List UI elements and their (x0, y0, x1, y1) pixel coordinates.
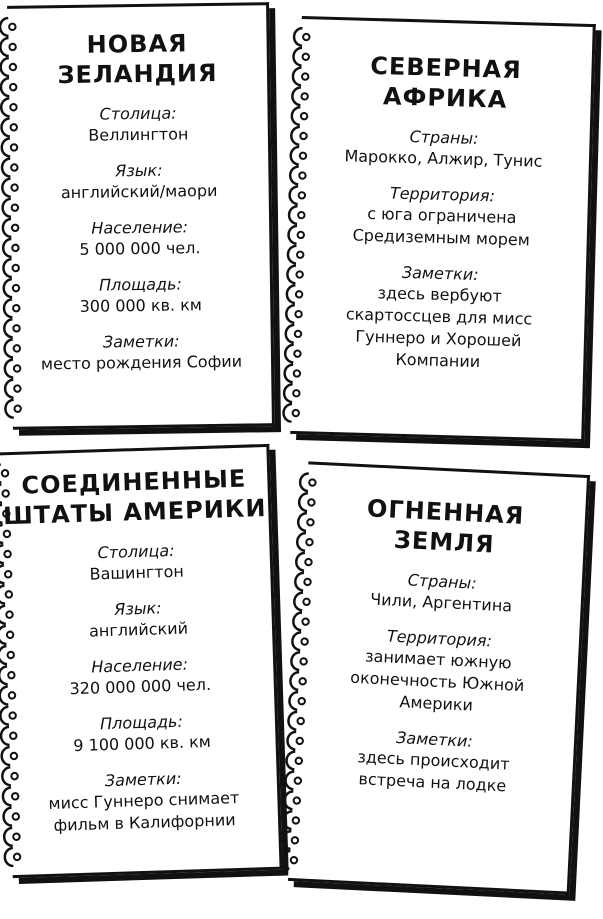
field-value-area: 300 000 кв. км (79, 295, 203, 316)
field-value-capital: Веллингтон (88, 124, 189, 145)
field-label-notes: Заметки: (104, 768, 182, 791)
field-label-countries: Страны: (407, 570, 478, 593)
field-label-countries: Страны: (409, 127, 479, 148)
field-value-language: английский/маори (60, 180, 218, 203)
field-label-territory: Территория: (389, 183, 496, 206)
field-value-countries: Чили, Аргентина (369, 589, 513, 616)
field-value-population: 320 000 000 чел. (69, 674, 212, 699)
field-label-notes: Заметки: (401, 262, 479, 285)
field-value-notes: место рождения Софии (40, 351, 243, 374)
field-label-language: Язык: (113, 598, 162, 619)
field-value-notes: здесь вербуют скартоссцев для мисс Гуннеро и Хорошей Компании (345, 283, 533, 372)
field-label-capital: Столица: (99, 103, 177, 124)
field-value-notes: здесь происходит встреча на лодке (356, 747, 511, 796)
field-value-area: 9 100 000 кв. км (73, 731, 212, 756)
notebook-card-tierra-del-fuego (288, 461, 590, 894)
field-label-area: Площадь: (98, 274, 182, 295)
field-label-capital: Столица: (97, 540, 175, 563)
card-title: СЕВЕРНАЯ АФРИКА (369, 51, 523, 114)
field-label-population: Население: (91, 217, 189, 238)
field-label-area: Площадь: (99, 711, 184, 734)
card-title: СОЕДИНЕННЫЕ ШТАТЫ АМЕРИКИ (2, 464, 267, 531)
field-label-notes: Заметки: (102, 331, 180, 352)
field-label-population: Население: (91, 654, 189, 677)
notebook-card-usa (0, 444, 283, 878)
card-title: ОГНЕННАЯ ЗЕМЛЯ (366, 494, 525, 559)
field-label-notes: Заметки: (395, 727, 474, 751)
field-value-language: английский (88, 618, 189, 641)
notebook-card-new-zealand (7, 2, 275, 430)
field-value-countries: Марокко, Алжир, Тунис (344, 146, 543, 171)
field-value-notes: мисс Гуннеро снимает фильм в Калифорнии (48, 787, 240, 835)
field-value-territory: занимает южную оконечность Южной Америки (349, 646, 525, 715)
field-value-territory: с юга ограничена Средиземным морем (352, 203, 531, 250)
field-value-capital: Вашингтон (89, 561, 185, 584)
field-label-territory: Территория: (386, 626, 493, 651)
field-value-population: 5 000 000 чел. (79, 238, 201, 259)
field-label-language: Язык: (115, 160, 163, 181)
card-title: НОВАЯ ЗЕЛАНДИЯ (57, 29, 218, 90)
notebook-card-north-africa (290, 16, 596, 442)
